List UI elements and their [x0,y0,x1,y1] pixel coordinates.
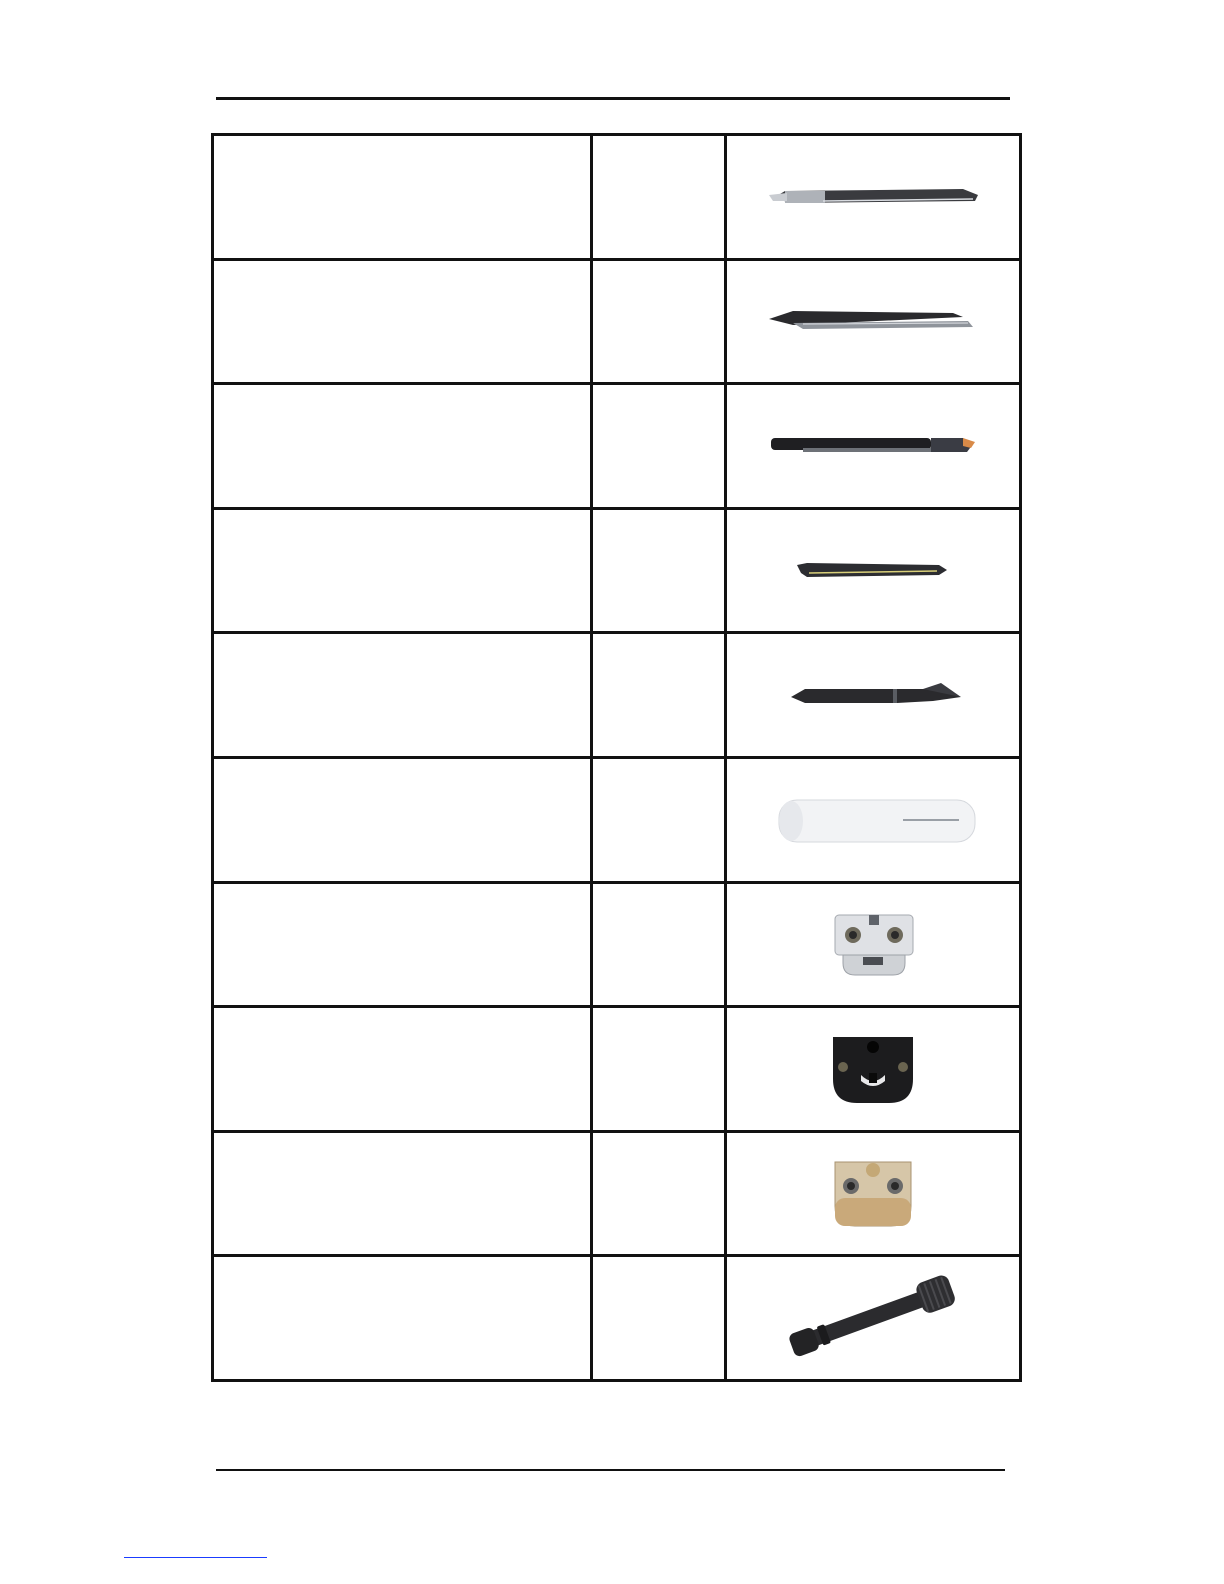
table-row [213,1007,1021,1132]
description-cell [213,1007,592,1132]
image-cell [726,1256,1021,1381]
description-cell [213,384,592,509]
description-cell [213,882,592,1007]
table-row [213,757,1021,882]
table-row [213,259,1021,384]
header-rule [216,97,1010,100]
gold-blade-holder-clamp-image [823,1154,923,1234]
blade-thin-pointed-image [763,551,983,591]
image-cell [726,633,1021,758]
blade-notched-pointed-image [763,675,983,715]
table-row [213,633,1021,758]
description-cell [213,1131,592,1256]
table-row [213,135,1021,260]
quantity-cell [592,1007,726,1132]
description-cell [213,259,592,384]
white-cylinder-sleeve-image [763,790,983,850]
blade-dragknife-type-a-image [763,177,983,217]
quantity-cell [592,757,726,882]
image-cell [726,384,1021,509]
quantity-cell [592,384,726,509]
image-cell [726,259,1021,384]
image-cell [726,1007,1021,1132]
table-row [213,384,1021,509]
quantity-cell [592,1256,726,1381]
description-cell [213,633,592,758]
image-cell [726,1131,1021,1256]
description-cell [213,1256,592,1381]
description-cell [213,757,592,882]
silver-blade-holder-clamp-image [823,909,923,979]
quantity-cell [592,508,726,633]
knurled-thumb-screw-image [773,1273,973,1363]
blade-dragknife-type-b-image [763,301,983,341]
description-cell [213,135,592,260]
table-row [213,508,1021,633]
table-row [213,882,1021,1007]
quantity-cell [592,135,726,260]
description-cell [213,508,592,633]
quantity-cell [592,259,726,384]
quantity-cell [592,633,726,758]
image-cell [726,135,1021,260]
image-cell [726,508,1021,633]
image-cell [726,882,1021,1007]
table-row [213,1131,1021,1256]
table-row [213,1256,1021,1381]
footer-rule [216,1469,1005,1471]
image-cell [726,757,1021,882]
footer-link-underline [124,1557,267,1558]
blade-carbide-tip-image [763,426,983,466]
quantity-cell [592,1131,726,1256]
black-blade-holder-clamp-image [823,1029,923,1109]
quantity-cell [592,882,726,1007]
parts-table [211,133,1022,1382]
